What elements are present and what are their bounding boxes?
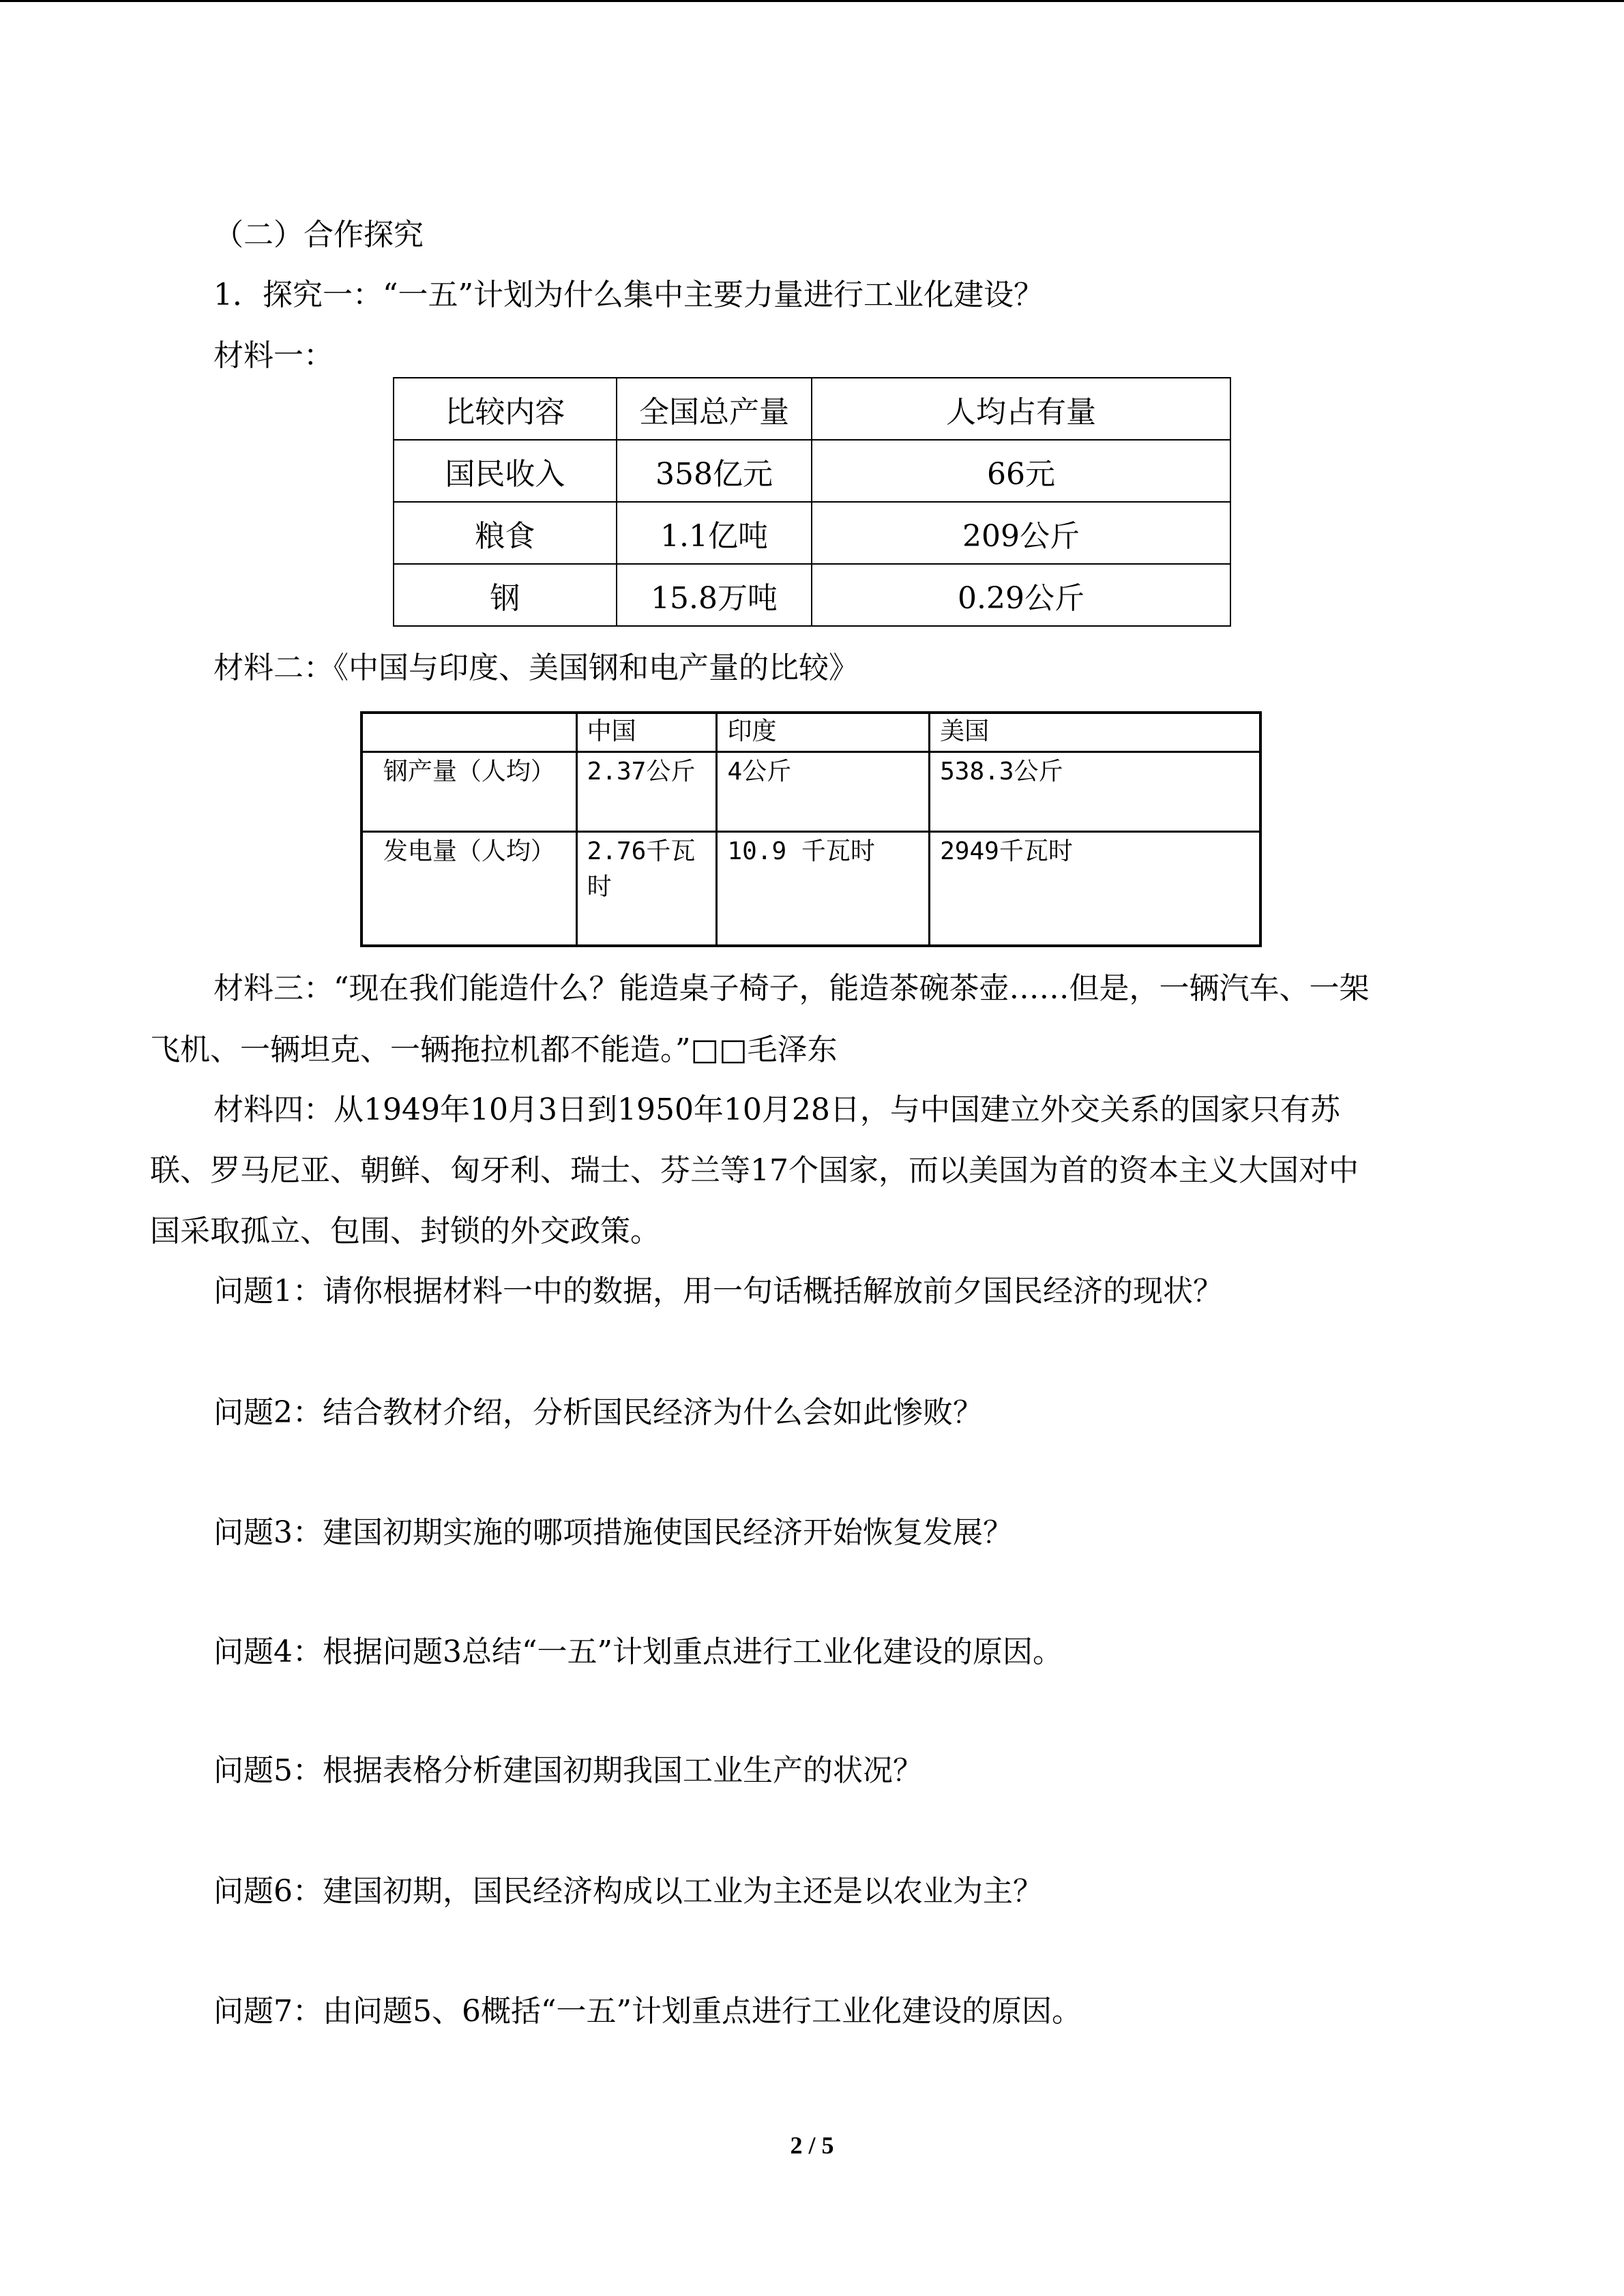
page-number: 2 / 5 [790,2132,834,2159]
table-cell: 538.3公斤 [930,752,1260,832]
table-row [361,832,1260,946]
table-cell: 粮食 [394,502,617,564]
material4-line1: 材料四：从1949年10月3日到1950年10月28日，与中国建立外交关系的国家只有苏 [213,1092,1340,1127]
material1-label: 材料一： [213,338,334,373]
material4-line3: 国采取孤立、包围、封锁的外交政策。 [150,1214,660,1249]
table-row [394,502,1230,564]
question-4: 问题4：根据问题3总结“一五”计划重点进行工业化建设的原因。 [213,1635,1063,1669]
page-top-border [0,0,1624,2]
steel-electricity-comparison-table [360,711,1262,947]
table-cell: 发电量（人均） [361,832,576,946]
question-6: 问题6：建国初期，国民经济构成以工业为主还是以农业为主？ [213,1874,1043,1909]
table-row [394,440,1230,502]
table-cell: 2.76千瓦时 [576,832,717,946]
table-cell: 66元 [812,440,1230,502]
table-row [394,564,1230,626]
material3-line2: 飞机、一辆坦克、一辆拖拉机都不能造。”□□毛泽东 [150,1032,838,1067]
table-header-cell: 中国 [576,713,717,752]
question-1: 问题1：请你根据材料一中的数据，用一句话概括解放前夕国民经济的现状？ [213,1274,1223,1309]
table-header-row [394,378,1230,440]
question-7: 问题7：由问题5、6概括“一五”计划重点进行工业化建设的原因。 [213,1994,1082,2029]
table-cell: 15.8万吨 [617,564,812,626]
table-cell: 2949千瓦时 [930,832,1260,946]
table-cell: 钢 [394,564,617,626]
table-cell: 1.1亿吨 [617,502,812,564]
material2-label: 材料二：《中国与印度、美国钢和电产量的比较》 [213,651,859,685]
national-economy-table [393,377,1231,627]
question-2: 问题2：结合教材介绍，分析国民经济为什么会如此惨败？ [213,1395,983,1430]
material4-line2: 联、罗马尼亚、朝鲜、匈牙利、瑞士、芬兰等17个国家，而以美国为首的资本主义大国对中 [150,1153,1359,1188]
table-header-cell: 印度 [717,713,930,752]
table-cell: 4公斤 [717,752,930,832]
table-header-cell: 人均占有量 [812,378,1230,440]
section-title: （二）合作探究 [213,218,424,252]
table-header-cell: 全国总产量 [617,378,812,440]
table-cell: 国民收入 [394,440,617,502]
material3-line1: 材料三：“现在我们能造什么？能造桌子椅子，能造茶碗茶壶……但是，一辆汽车、一架 [213,971,1370,1006]
table-header-cell [361,713,576,752]
table-header-row [361,713,1260,752]
table-cell: 358亿元 [617,440,812,502]
table-cell: 2.37公斤 [576,752,717,832]
inquiry-title: 1．探究一：“一五”计划为什么集中主要力量进行工业化建设？ [213,278,1044,312]
table-cell: 209公斤 [812,502,1230,564]
table-header-cell: 比较内容 [394,378,617,440]
question-3: 问题3：建国初期实施的哪项措施使国民经济开始恢复发展？ [213,1515,1013,1550]
question-5: 问题5：根据表格分析建国初期我国工业生产的状况？ [213,1753,923,1788]
table-row [361,752,1260,832]
table-cell: 钢产量（人均） [361,752,576,832]
table-cell: 10.9 千瓦时 [717,832,930,946]
table-cell: 0.29公斤 [812,564,1230,626]
table-header-cell: 美国 [930,713,1260,752]
